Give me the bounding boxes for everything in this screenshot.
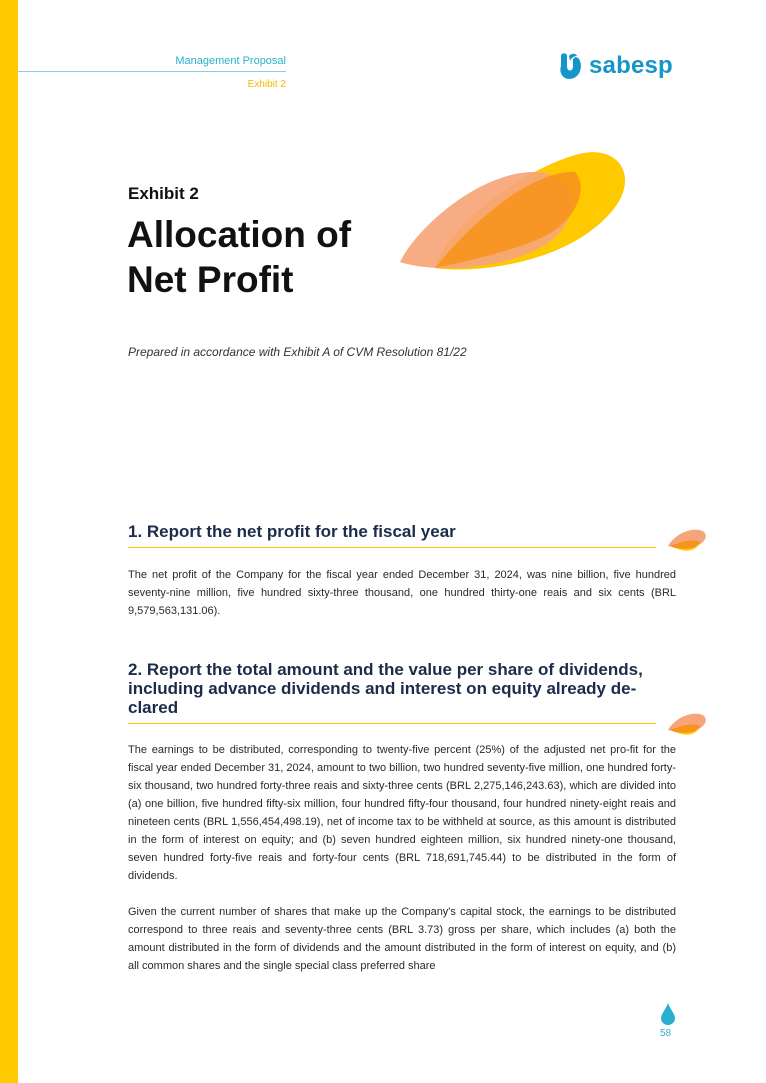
section-2-rule bbox=[128, 723, 656, 724]
hero-leaves-graphic bbox=[395, 150, 630, 280]
header-rule bbox=[18, 71, 286, 72]
logo-text: sabesp bbox=[589, 52, 673, 79]
section-2-heading: 2. Report the total amount and the value per share of dividends, including advance dividends and interest on equity already de-clared bbox=[128, 660, 643, 717]
yellow-side-bar bbox=[0, 0, 18, 1083]
section-2-leaf-icon bbox=[666, 710, 708, 736]
header-subtitle: Exhibit 2 bbox=[247, 79, 286, 90]
page-number: 58 bbox=[660, 1028, 672, 1039]
exhibit-label: Exhibit 2 bbox=[128, 184, 199, 203]
section-1 bbox=[128, 522, 676, 620]
section-1-leaf-icon bbox=[666, 526, 708, 552]
sabesp-logo-icon bbox=[557, 52, 585, 82]
section-2-paragraph-1: The earnings to be distributed, corresponding to twenty-five percent (25%) of the adjusted net pro-fit for the fiscal year ended December 31, 2024, amount to two billion, two hundred seventy-five million, one hundred forty-six thousand, two hundred forty-three reais and sixty-three cents (BRL 2,275,146,243.63), which are divided into (a) one billion, five hundred fifty-six million, four hundred fifty-four thousand, four hundred ninety-eight reais and nineteen cents (BRL 1,556,454,498.19), net of income tax to be withheld at source, as this amount is distributed in the form of interest on equity; and (b) seven hundred eighteen million, six hundred ninety-one thousand, seven hundred forty-five reais and forty-four cents (BRL 718,691,745.44) to be distributed in the form of dividends. bbox=[128, 744, 676, 882]
sabesp-logo bbox=[557, 50, 677, 84]
section-1-rule bbox=[128, 547, 656, 548]
header-title: Management Proposal bbox=[175, 55, 286, 67]
section-1-paragraph-1: The net profit of the Company for the fiscal year ended December 31, 2024, was nine billion, five hundred seventy-nine million, five hundred sixty-three thousand, one hundred thirty-one reais and six cents (BRL 9,579,563,131.06). bbox=[128, 569, 676, 617]
page-title-line-1: Allocation of bbox=[127, 214, 352, 255]
page-subtitle: Prepared in accordance with Exhibit A of CVM Resolution 81/22 bbox=[128, 345, 467, 359]
section-1-heading: 1. Report the net profit for the fiscal year bbox=[128, 522, 456, 541]
page-title-line-2: Net Profit bbox=[127, 259, 294, 300]
section-2 bbox=[128, 660, 676, 975]
section-2-paragraph-2: Given the current number of shares that make up the Company's capital stock, the earnings to be distributed correspond to three reais and seventy-three cents (BRL 3.73) gross per share, which includes (a) both the amount distributed in the form of dividends and the amount distributed in the form of interest on equity, and (b) all common shares and the single special class preferred share bbox=[128, 906, 676, 972]
water-drop-icon bbox=[661, 1003, 675, 1025]
page-title bbox=[127, 212, 351, 302]
